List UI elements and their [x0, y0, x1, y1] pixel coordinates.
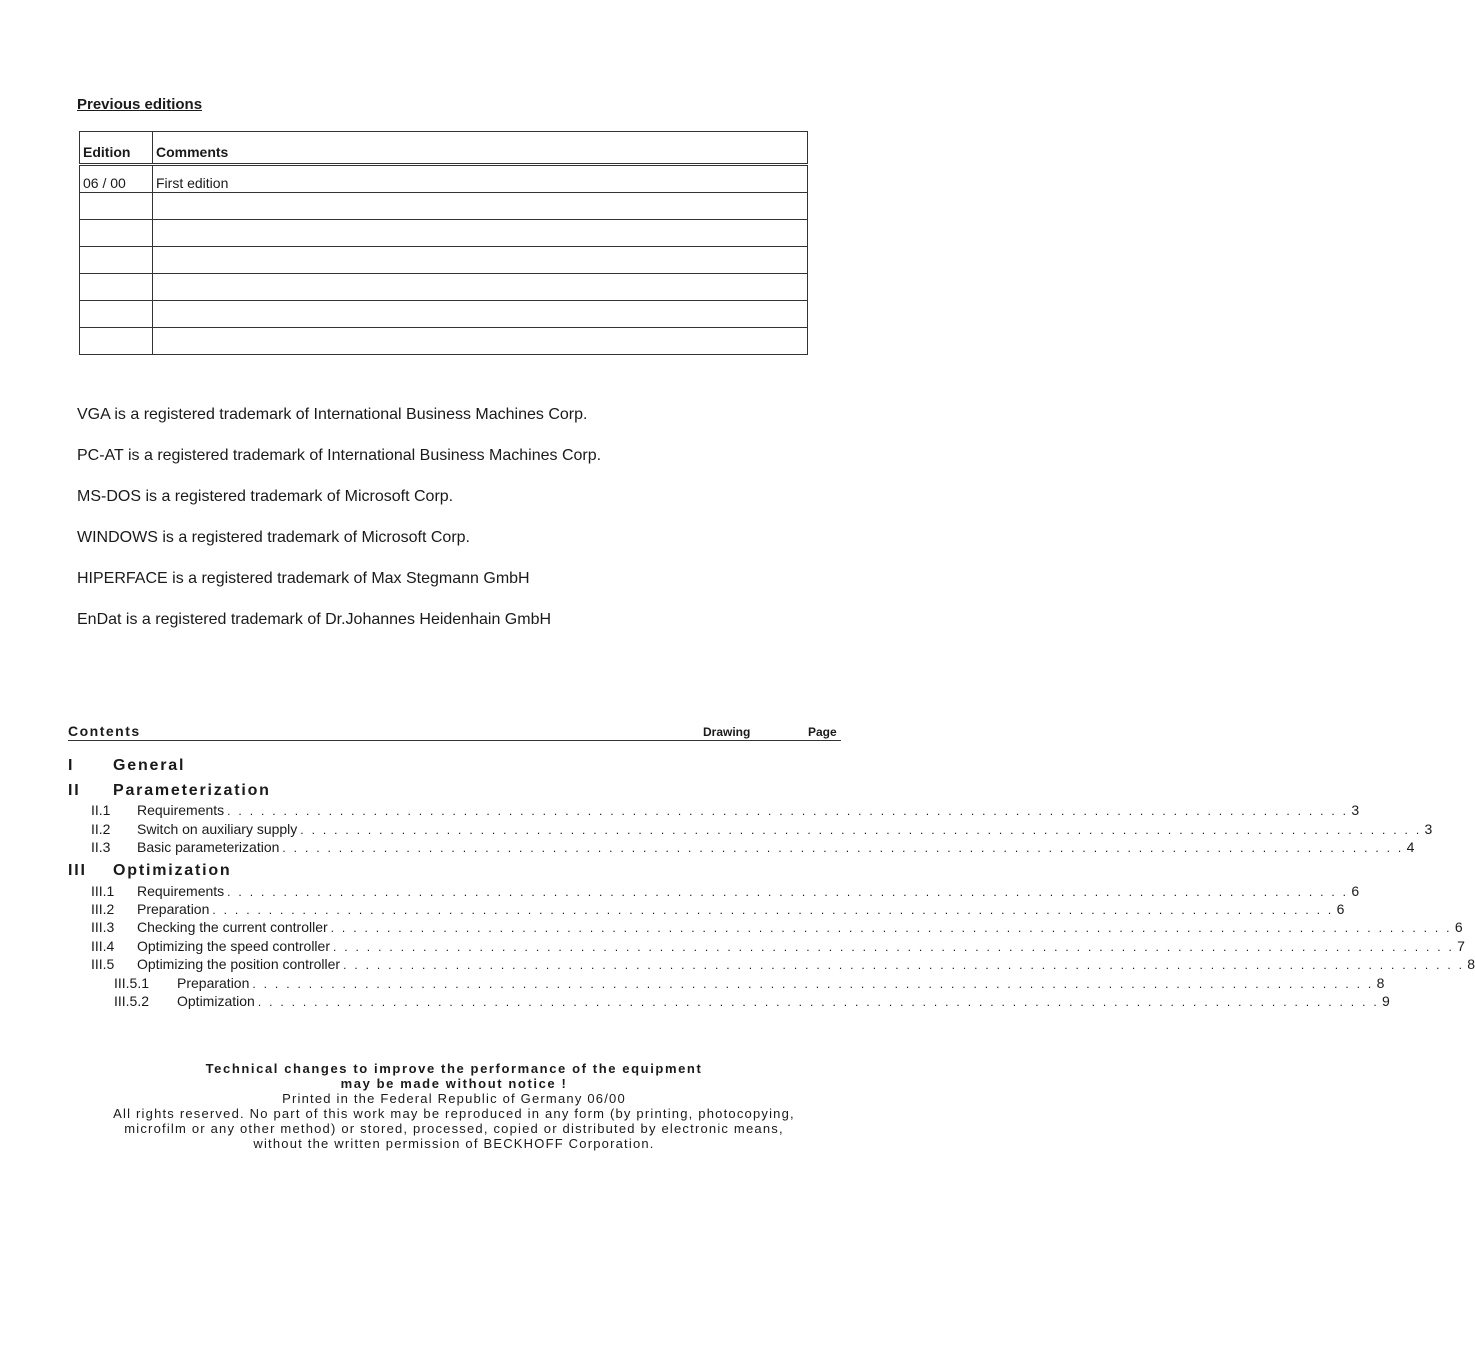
comments-cell — [153, 328, 808, 355]
toc-entry-title: Basic parameterization — [137, 839, 280, 855]
trademark-notice: WINDOWS is a registered trademark of Microsoft Corp. — [77, 529, 470, 546]
editions-table — [79, 131, 808, 355]
toc-entry-page: 4 — [1406, 839, 1415, 855]
toc-entry-title: Optimizing the position controller — [137, 956, 341, 972]
comments-cell: First edition — [153, 165, 808, 193]
rights-reserved-line: All rights reserved. No part of this work may be reproduced in any form (by printing, photocopying, — [113, 1106, 795, 1121]
toc-entry-page: 6 — [1336, 901, 1345, 917]
toc-chapter-parameterization[interactable] — [68, 782, 271, 800]
toc-chapter-optimization[interactable] — [68, 862, 231, 880]
page-column-label: Page — [808, 725, 837, 739]
toc-entry-number: II.1 — [91, 802, 111, 818]
table-row — [80, 328, 808, 355]
toc-entry-title: Switch on auxiliary supply — [137, 821, 298, 837]
toc-entry-page: 6 — [1454, 919, 1463, 935]
chapter-title: Parameterization — [113, 782, 271, 799]
comments-cell — [153, 220, 808, 247]
leader-dots: . . . . . . . . . . . . . . . . . . . . . . . . . . . . . . . . . . . . . . . . . . . . . . . . . . . . . . . . . . . . . . . . . . . . . . . . . . . . . . . . . . . . . . . . . . . . . . . . . . . . — [252, 977, 1374, 991]
leader-dots: . . . . . . . . . . . . . . . . . . . . . . . . . . . . . . . . . . . . . . . . . . . . . . . . . . . . . . . . . . . . . . . . . . . . . . . . . . . . . . . . . . . . . . . . . . . . . . . . . . . . — [282, 841, 1404, 855]
toc-entry[interactable] — [91, 918, 1463, 936]
leader-dots: . . . . . . . . . . . . . . . . . . . . . . . . . . . . . . . . . . . . . . . . . . . . . . . . . . . . . . . . . . . . . . . . . . . . . . . . . . . . . . . . . . . . . . . . . . . . . . . . . . . . — [333, 940, 1455, 954]
toc-entry[interactable] — [91, 820, 1433, 838]
toc-entry-page: 9 — [1381, 993, 1390, 1009]
leader-dots: . . . . . . . . . . . . . . . . . . . . . . . . . . . . . . . . . . . . . . . . . . . . . . . . . . . . . . . . . . . . . . . . . . . . . . . . . . . . . . . . . . . . . . . . . . . . . . . . . . . . — [257, 995, 1379, 1009]
leader-dots: . . . . . . . . . . . . . . . . . . . . . . . . . . . . . . . . . . . . . . . . . . . . . . . . . . . . . . . . . . . . . . . . . . . . . . . . . . . . . . . . . . . . . . . . . . . . . . . . . . . . — [343, 958, 1465, 972]
toc-entry[interactable] — [114, 974, 1385, 992]
toc-entry[interactable] — [91, 801, 1360, 819]
toc-entry-number: III.5 — [91, 956, 115, 972]
leader-dots: . . . . . . . . . . . . . . . . . . . . . . . . . . . . . . . . . . . . . . . . . . . . . . . . . . . . . . . . . . . . . . . . . . . . . . . . . . . . . . . . . . . . . . . . . . . . . . . . . . . . — [212, 903, 1334, 917]
edition-cell — [80, 220, 153, 247]
toc-entry-page: 6 — [1351, 883, 1360, 899]
edition-cell — [80, 247, 153, 274]
toc-entry-number: II.3 — [91, 839, 111, 855]
toc-entry[interactable] — [91, 838, 1415, 856]
editions-header-row — [80, 132, 808, 165]
edition-cell — [80, 193, 153, 220]
comments-column-header: Comments — [153, 132, 808, 165]
trademark-notice: VGA is a registered trademark of International Business Machines Corp. — [77, 406, 588, 423]
chapter-title: Optimization — [113, 862, 232, 879]
toc-entry[interactable] — [114, 992, 1390, 1010]
leader-dots: . . . . . . . . . . . . . . . . . . . . . . . . . . . . . . . . . . . . . . . . . . . . . . . . . . . . . . . . . . . . . . . . . . . . . . . . . . . . . . . . . . . . . . . . . . . . . . . . . . . . — [300, 823, 1422, 837]
trademark-notice: HIPERFACE is a registered trademark of Max Stegmann GmbH — [77, 570, 530, 587]
table-row — [80, 193, 808, 220]
trademark-notice: PC-AT is a registered trademark of International Business Machines Corp. — [77, 447, 602, 464]
edition-cell — [80, 328, 153, 355]
toc-entry-page: 7 — [1457, 938, 1465, 954]
toc-entry[interactable] — [91, 882, 1360, 900]
toc-entry-page: 3 — [1351, 802, 1360, 818]
chapter-number: I — [68, 757, 75, 774]
technical-changes-notice: Technical changes to improve the performance of the equipment — [205, 1061, 703, 1076]
trademark-notices — [77, 405, 601, 651]
trademark-notice: EnDat is a registered trademark of Dr.Johannes Heidenhain GmbH — [77, 611, 552, 628]
toc-chapter-general[interactable] — [68, 757, 185, 775]
comments-cell — [153, 274, 808, 301]
toc-entry-page: 8 — [1376, 975, 1385, 991]
toc-entry-number: III.5.2 — [114, 993, 150, 1009]
toc-entry[interactable] — [91, 900, 1345, 918]
toc-entry-title: Requirements — [137, 883, 225, 899]
toc-entry-title: Checking the current controller — [137, 919, 328, 935]
trademark-notice: MS-DOS is a registered trademark of Microsoft Corp. — [77, 488, 454, 505]
leader-dots: . . . . . . . . . . . . . . . . . . . . . . . . . . . . . . . . . . . . . . . . . . . . . . . . . . . . . . . . . . . . . . . . . . . . . . . . . . . . . . . . . . . . . . . . . . . . . . . . . . . . — [227, 804, 1349, 818]
chapter-number: II — [68, 782, 81, 799]
toc-entry-title: Optimization — [177, 993, 255, 1009]
drawing-column-label: Drawing — [703, 725, 751, 739]
rights-reserved-line: without the written permission of BECKHOFF Corporation. — [253, 1136, 655, 1151]
edition-cell: 06 / 00 — [80, 165, 153, 193]
toc-entry-number: III.5.1 — [114, 975, 150, 991]
table-row — [80, 274, 808, 301]
toc-entry[interactable] — [91, 937, 1465, 955]
edition-column-header: Edition — [80, 132, 153, 165]
leader-dots: . . . . . . . . . . . . . . . . . . . . . . . . . . . . . . . . . . . . . . . . . . . . . . . . . . . . . . . . . . . . . . . . . . . . . . . . . . . . . . . . . . . . . . . . . . . . . . . . . . . . — [330, 921, 1452, 935]
rights-reserved-line: microfilm or any other method) or stored, processed, copied or distributed by electronic means, — [124, 1121, 784, 1136]
table-row — [80, 220, 808, 247]
chapter-number: III — [68, 862, 87, 879]
toc-entry-page: 8 — [1467, 956, 1475, 972]
contents-title: Contents — [68, 723, 141, 739]
toc-entry-number: II.2 — [91, 821, 111, 837]
table-row — [80, 165, 808, 193]
edition-cell — [80, 301, 153, 328]
toc-entry-number: III.4 — [91, 938, 115, 954]
contents-header — [68, 723, 841, 741]
toc-entry-page: 3 — [1424, 821, 1433, 837]
previous-editions-heading: Previous editions — [77, 96, 203, 113]
comments-cell — [153, 193, 808, 220]
toc-entry-title: Requirements — [137, 802, 225, 818]
toc-entry-title: Preparation — [137, 901, 210, 917]
toc-entry-number: III.2 — [91, 901, 115, 917]
toc-entry-number: III.1 — [91, 883, 115, 899]
toc-entry-number: III.3 — [91, 919, 115, 935]
comments-cell — [153, 301, 808, 328]
toc-entry[interactable] — [91, 955, 1475, 973]
printed-in-line: Printed in the Federal Republic of Germany 06/00 — [282, 1091, 626, 1106]
legal-footer — [60, 1061, 848, 1151]
toc-entry-title: Optimizing the speed controller — [137, 938, 330, 954]
toc-entry-title: Preparation — [177, 975, 250, 991]
technical-changes-notice-cont: may be made without notice ! — [340, 1076, 568, 1091]
table-row — [80, 301, 808, 328]
table-row — [80, 247, 808, 274]
leader-dots: . . . . . . . . . . . . . . . . . . . . . . . . . . . . . . . . . . . . . . . . . . . . . . . . . . . . . . . . . . . . . . . . . . . . . . . . . . . . . . . . . . . . . . . . . . . . . . . . . . . . — [227, 885, 1349, 899]
comments-cell — [153, 247, 808, 274]
edition-cell — [80, 274, 153, 301]
chapter-title: General — [113, 757, 186, 774]
